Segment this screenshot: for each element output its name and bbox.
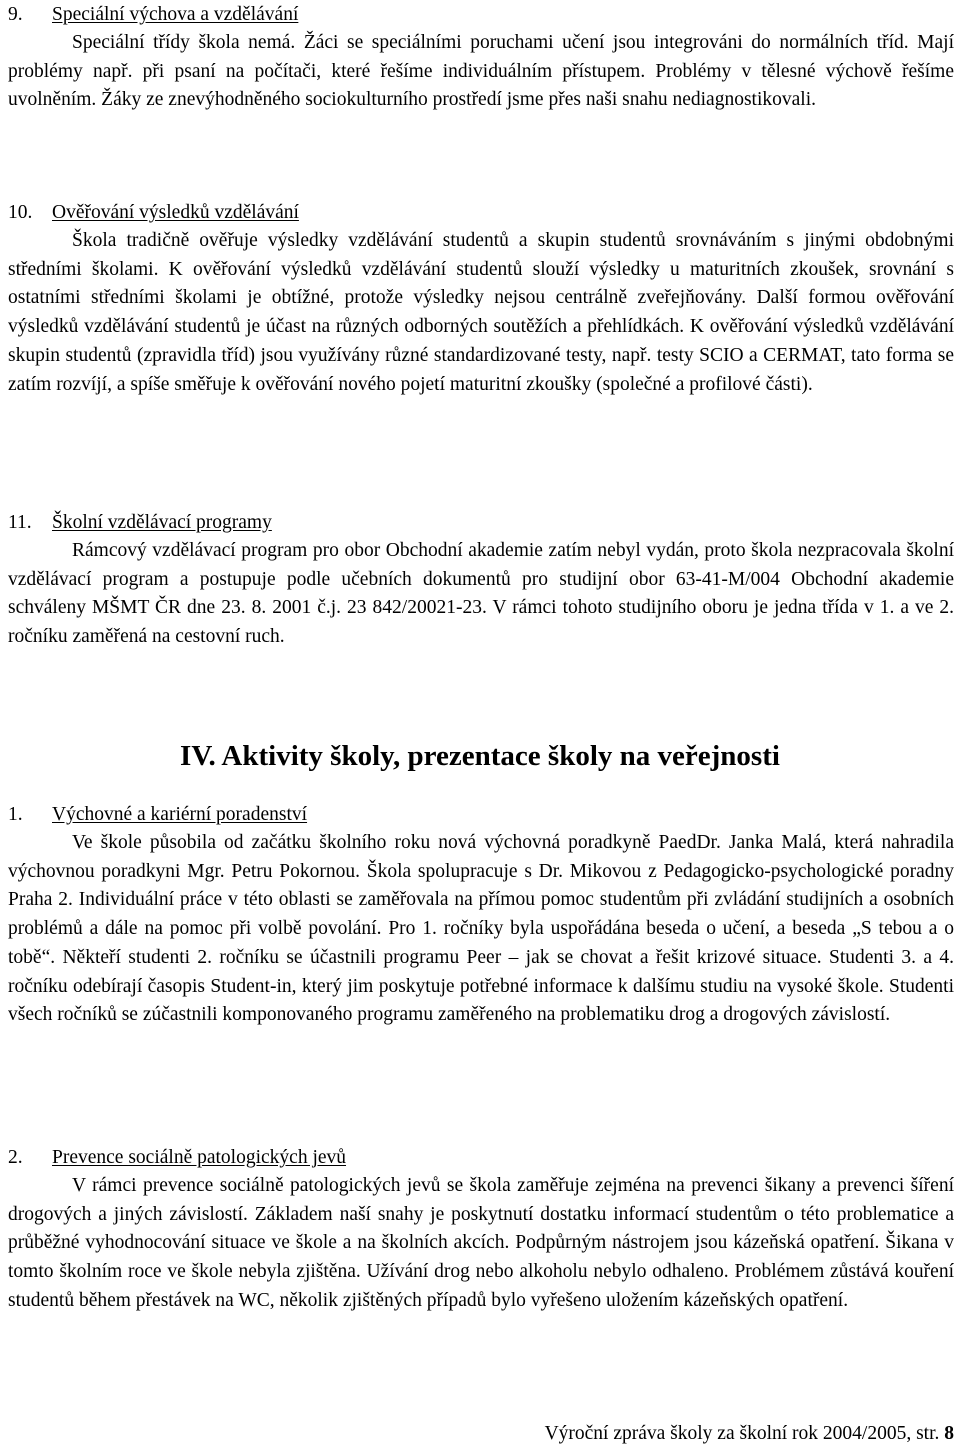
footer-text: Výroční zpráva školy za školní rok 2004/2005, str. (544, 1423, 940, 1444)
section-heading (8, 508, 954, 537)
section-chapter-1 (8, 800, 954, 1030)
section-heading (8, 198, 954, 227)
section-title: Speciální výchova a vzdělávání (52, 4, 299, 25)
section-heading (8, 800, 954, 829)
section-9 (8, 0, 954, 115)
section-paragraph: V rámci prevence sociálně patologických jevů se škola zaměřuje zejména na prevenci šikany a prevenci šíření drogových a jiných závislostí. Základem naší snahy je poskytnutí dostatku informací studentům o této problematice a průběžné vyhodnocování situace ve škole a na školních akcích. Podpůrným nástrojem jsou kázeňská opatření. Šikana v tomto školním roce ve škole nebyla zjištěna. Užívání drog nebo alkoholu nebylo odhaleno. Problémem zůstává kouření studentů během přestávek na WC, několik zjištěných případů bylo vyřešeno uložením kázeňských opatření. (8, 1175, 954, 1311)
section-paragraph: Ve škole působila od začátku školního roku nová výchovná poradkyně PaedDr. Janka Malá, která nahradila výchovnou poradkyni Mgr. Petru Pokornou. Škola spolupracuje s Dr. Mikovou z Pedagogicko-psychologické poradny Praha 2. Individuální práce v této oblasti se zaměřovala na přímou pomoc studentům při zvládání studijních a osobních problémů a dále na pomoc při volbě povolání. Pro 1. ročníky byla uspořádána beseda o učení, a beseda „S tebou a o tobě“. Někteří studenti 2. ročníku se účastnili programu Peer – jak se chovat a řešit krizové situace. Studenti 3. a 4. ročníku odebírají časopis Student-in, který jim poskytuje potřebné informace k dalšímu studiu na vysoké škole. Studenti všech ročníků se zúčastnili komponovaného programu zaměřeného na problematiku drog a drogových závislostí. (8, 832, 954, 1026)
chapter-title: IV. Aktivity školy, prezentace školy na veřejnosti (180, 740, 780, 772)
section-title: Prevence sociálně patologických jevů (52, 1147, 347, 1168)
section-paragraph: Rámcový vzdělávací program pro obor Obchodní akademie zatím nebyl vydán, proto škola nezpracovala školní vzdělávací program a postupuje podle učebních dokumentů pro studijní obor 63-41-M/004 Obchodní akademie schváleny MŠMT ČR dne 23. 8. 2001 č.j. 23 842/20021-23. V rámci tohoto studijního oboru je jedna třída v 1. a ve 2. ročníku zaměřená na cestovní ruch. (8, 540, 954, 648)
page-number: 8 (944, 1423, 954, 1444)
section-chapter-2 (8, 1143, 954, 1316)
section-number: 11. (8, 512, 32, 533)
section-paragraph: Speciální třídy škola nemá. Žáci se speciálními poruchami učení jsou integrováni do normálních tříd. Mají problémy např. při psaní na počítači, které řešíme individuálním přístupem. Problémy v tělesné výchově řešíme uvolněním. Žáky ze znevýhodněného sociokulturního prostředí jsme přes naši snahu nediagnostikovali. (8, 32, 954, 111)
section-paragraph: Škola tradičně ověřuje výsledky vzdělávání studentů a skupin studentů srovnáváním s jinými obdobnými středními školami. K ověřování výsledků vzdělávání studentů slouží výsledky u maturitních zkoušek, srovnání s ostatními středními školami je obtížné, protože výsledky nejsou centrálně zveřejňovány. Další formou ověřování výsledků vzdělávání studentů je účast na různých odborných soutěžích a přehlídkách. K ověřování výsledků vzdělávání skupin studentů (zpravidla tříd) jsou využívány různé standardizované testy, např. testy SCIO a CERMAT, tato forma se zatím rozvíjí, a spíše směřuje k ověřování nového pojetí maturitní zkoušky (společné a profilové části). (8, 230, 954, 395)
section-title: Školní vzdělávací programy (52, 512, 272, 533)
page-footer (545, 1422, 954, 1446)
section-number: 2. (8, 1147, 23, 1168)
section-number: 9. (8, 4, 23, 25)
section-number: 1. (8, 804, 23, 825)
section-title: Výchovné a kariérní poradenství (52, 804, 308, 825)
section-heading (8, 1143, 954, 1172)
section-number: 10. (8, 202, 33, 223)
section-title: Ověřování výsledků vzdělávání (52, 202, 299, 223)
section-11 (8, 508, 954, 652)
section-heading (8, 0, 954, 29)
section-10 (8, 198, 954, 399)
